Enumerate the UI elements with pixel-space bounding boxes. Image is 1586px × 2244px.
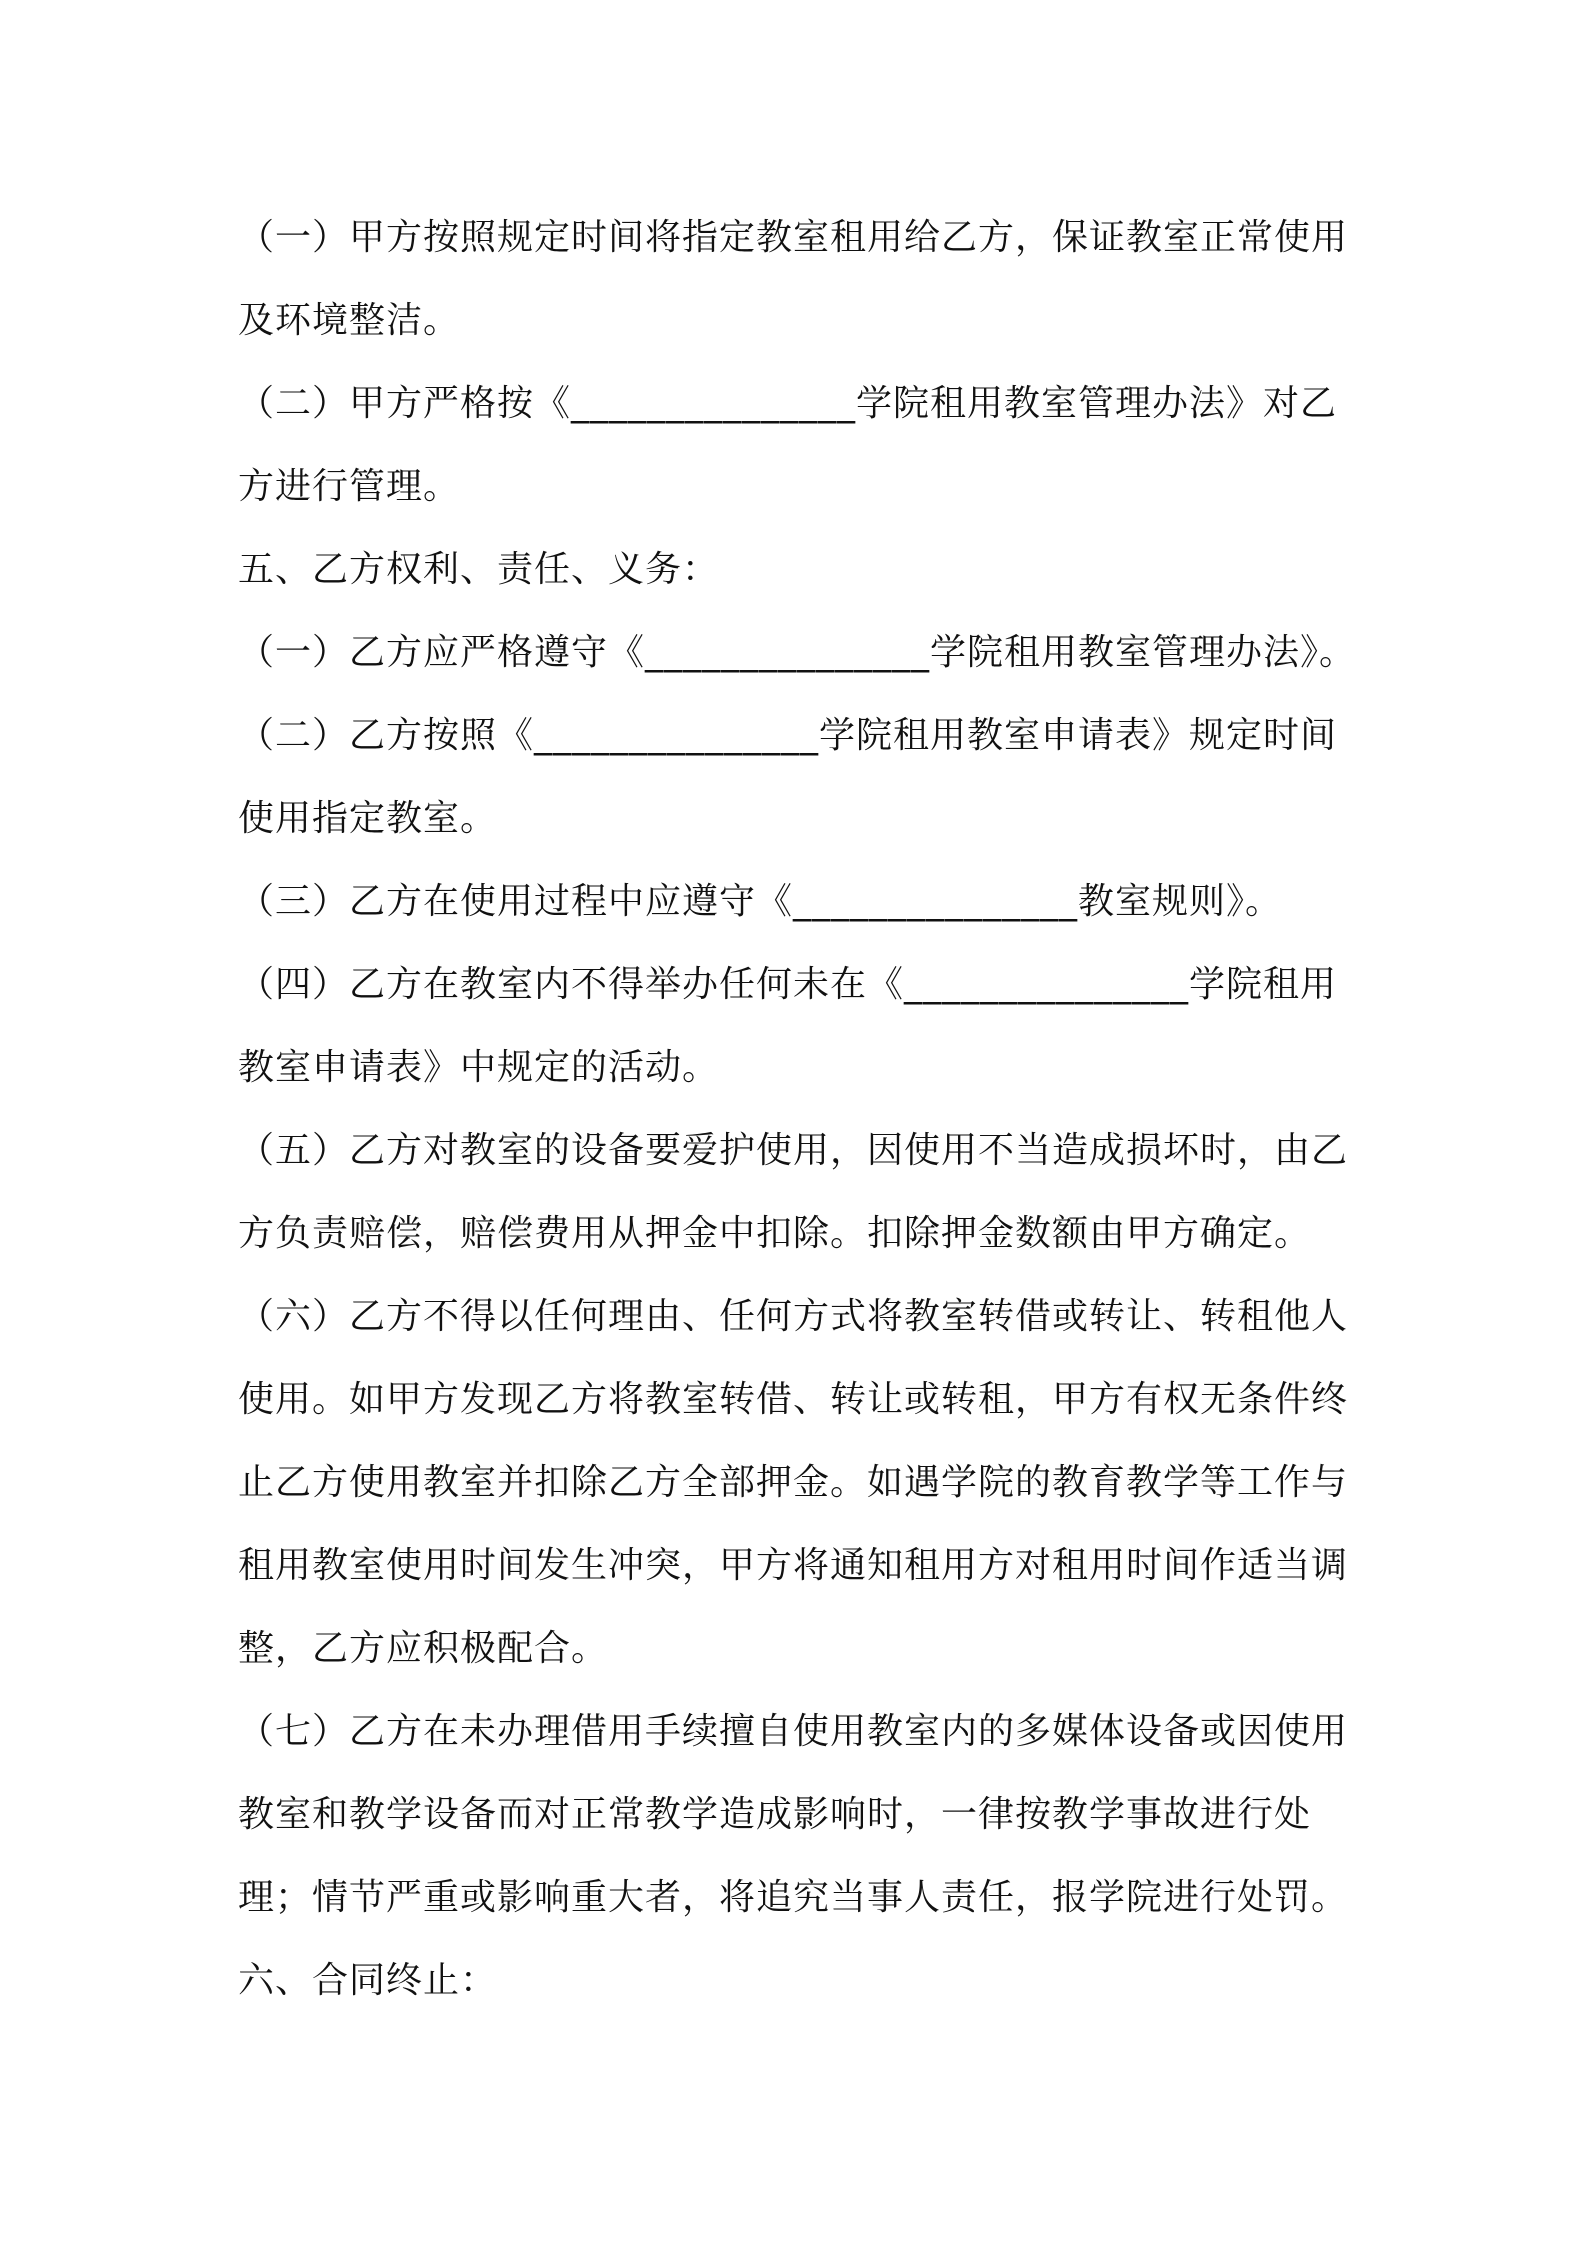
clause-5-2: （二）乙方按照《_______________学院租用教室申请表》规定时间使用指定教室。 <box>238 715 1338 839</box>
clause-5-3: （三）乙方在使用过程中应遵守《_______________教室规则》。 <box>238 881 1283 922</box>
section-6-heading: 六、合同终止： <box>238 1960 498 2001</box>
clause-5-5: （五）乙方对教室的设备要爱护使用，因使用不当造成损坏时，由乙方负责赔偿，赔偿费用从押金中扣除。扣除押金数额由甲方确定。 <box>238 1130 1349 1254</box>
clause-4-1: （一）甲方按照规定时间将指定教室租用给乙方，保证教室正常使用及环境整洁。 <box>238 217 1349 341</box>
section-5-heading: 五、乙方权利、责任、义务： <box>238 549 720 590</box>
clause-4-2: （二）甲方严格按《_______________学院租用教室管理办法》对乙方进行管理。 <box>238 383 1338 507</box>
clause-5-6: （六）乙方不得以任何理由、任何方式将教室转借或转让、转租他人使用。如甲方发现乙方将教室转借、转让或转租，甲方有权无条件终止乙方使用教室并扣除乙方全部押金。如遇学院的教育教学等工作与租用教室使用时间发生冲突，甲方将通知租用方对租用时间作适当调整，乙方应积极配合。 <box>238 1296 1349 1669</box>
clause-5-4: （四）乙方在教室内不得举办任何未在《_______________学院租用教室申请表》中规定的活动。 <box>238 964 1338 1088</box>
clause-5-1: （一）乙方应严格遵守《_______________学院租用教室管理办法》。 <box>238 632 1357 673</box>
document-body <box>238 196 1358 2022</box>
clause-5-7: （七）乙方在未办理借用手续擅自使用教室内的多媒体设备或因使用教室和教学设备而对正常教学造成影响时，一律按教学事故进行处理；情节严重或影响重大者，将追究当事人责任，报学院进行处罚。 <box>238 1711 1349 1918</box>
